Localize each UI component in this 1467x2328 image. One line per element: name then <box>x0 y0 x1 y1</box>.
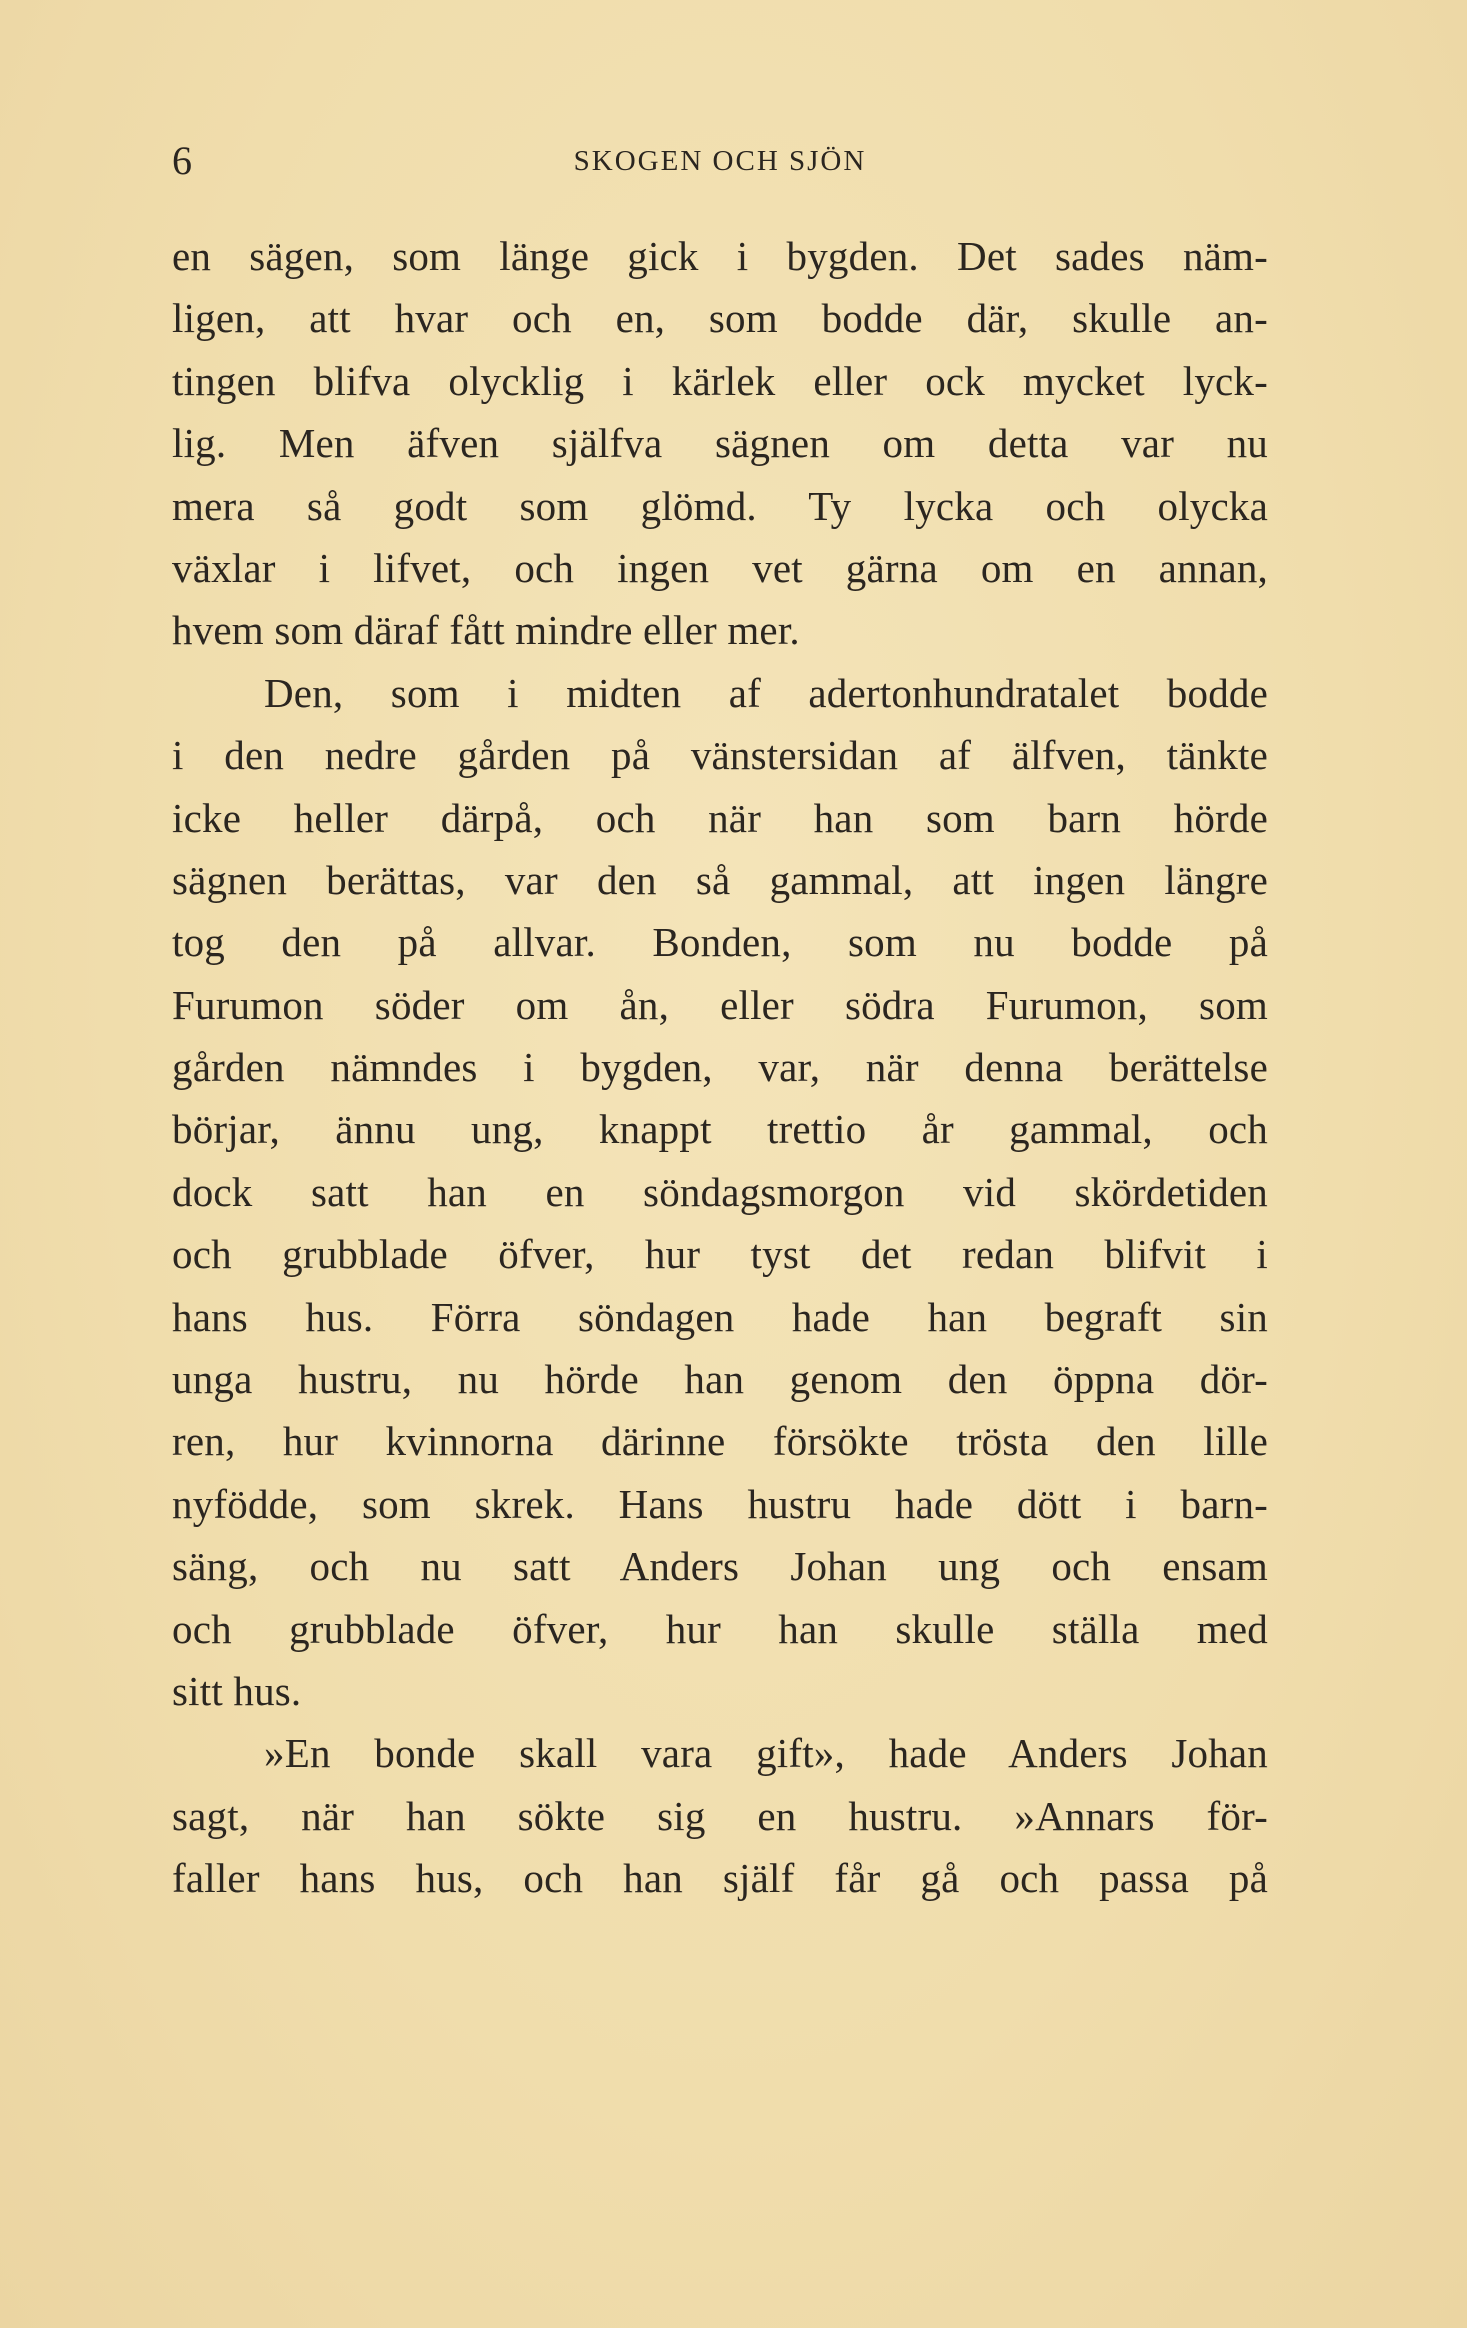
text-line: ligen, att hvar och en, som bodde där, skulle an- <box>172 295 1268 342</box>
text-line: »En bonde skall vara gift», hade Anders Johan <box>264 1730 1268 1777</box>
text-line: dock satt han en söndagsmorgon vid skördetiden <box>172 1168 1268 1215</box>
text-line: icke heller därpå, och när han som barn hörde <box>172 794 1268 841</box>
text-line: nyfödde, som skrek. Hans hustru hade dött i barn- <box>172 1480 1268 1527</box>
text-line: sitt hus. <box>172 1667 302 1714</box>
text-line: tog den på allvar. Bonden, som nu bodde på <box>172 919 1268 966</box>
text-line: hvem som däraf fått mindre eller mer. <box>172 607 800 654</box>
text-line: ren, hur kvinnorna därinne försökte trösta den lille <box>172 1418 1268 1465</box>
text-line: i den nedre gården på vänstersidan af älfven, tänkte <box>172 732 1268 779</box>
text-line: hans hus. Förra söndagen hade han begraft sin <box>172 1293 1268 1340</box>
body-text <box>172 225 1268 1910</box>
running-title: SKOGEN OCH SJÖN <box>573 145 867 177</box>
text-line: Den, som i midten af adertonhundratalet bodde <box>264 669 1268 716</box>
text-line: tingen blifva olycklig i kärlek eller ock mycket lyck- <box>172 357 1268 404</box>
page-number: 6 <box>172 138 192 183</box>
text-line: gården nämndes i bygden, var, när denna berättelse <box>172 1044 1268 1091</box>
text-line: börjar, ännu ung, knappt trettio år gammal, och <box>172 1106 1268 1153</box>
text-line: lig. Men äfven själfva sägnen om detta var nu <box>172 420 1268 467</box>
text-line: sägnen berättas, var den så gammal, att ingen längre <box>172 856 1268 903</box>
text-line: och grubblade öfver, hur tyst det redan blifvit i <box>172 1231 1268 1278</box>
text-line: mera så godt som glömd. Ty lycka och olycka <box>172 482 1268 529</box>
text-line: en sägen, som länge gick i bygden. Det sades näm- <box>172 233 1268 279</box>
text-line: faller hans hus, och han själf får gå och passa på <box>172 1855 1268 1902</box>
text-line: växlar i lifvet, och ingen vet gärna om en annan, <box>172 544 1268 591</box>
text-line: sagt, när han sökte sig en hustru. »Annars för- <box>172 1792 1268 1839</box>
running-head <box>172 136 1268 186</box>
text-line: unga hustru, nu hörde han genom den öppna dör- <box>172 1356 1268 1403</box>
text-line: säng, och nu satt Anders Johan ung och ensam <box>172 1543 1268 1590</box>
text-line: och grubblade öfver, hur han skulle ställa med <box>172 1605 1268 1652</box>
text-line: Furumon söder om ån, eller södra Furumon, som <box>172 981 1268 1028</box>
